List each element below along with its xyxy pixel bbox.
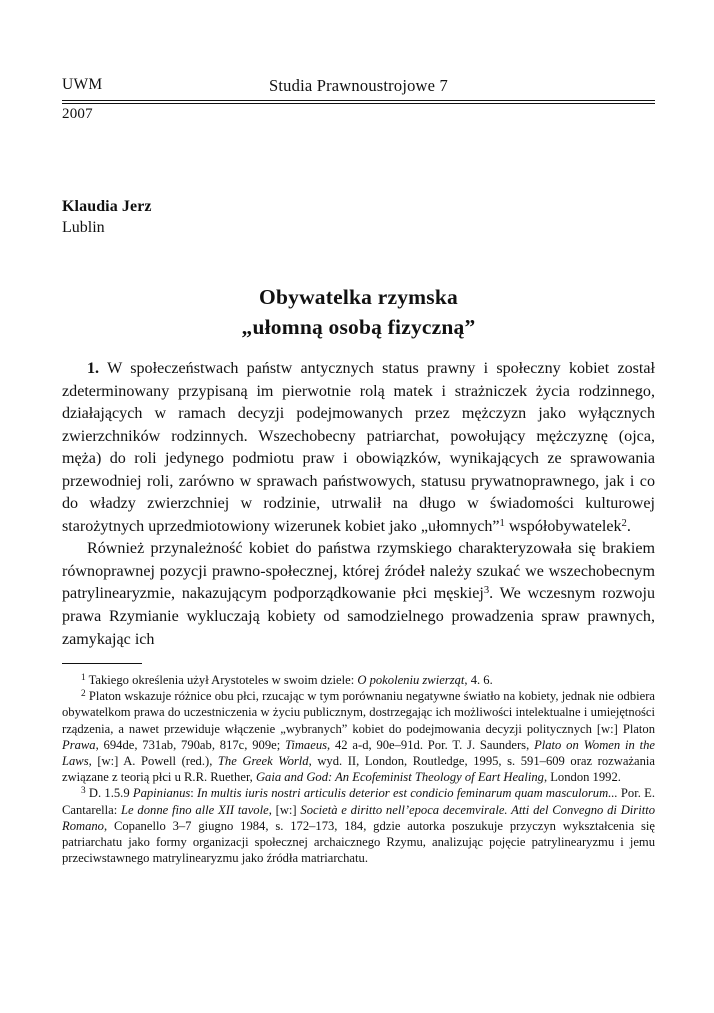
header-double-rule	[62, 100, 655, 104]
footnote-ref-1[interactable]: 1	[499, 518, 505, 530]
footnote-1-text-a: Takiego określenia użył Arystoteles w swoim dziele:	[85, 673, 358, 687]
footnote-2-title-5: Gaia and God: An Ecofeminist Theology of Eart Healing	[255, 770, 544, 785]
footnote-2-text-e: , wyd. II, London, Routledge, 1995, s. 591–609 oraz rozważania związane z teorią płci u R.R. Ruether,	[62, 754, 655, 785]
paragraph-1-text-a: W społeczeństwach państw antycznych status prawny i społeczny kobiet został zdeterminowany przypisaną im pierwotnie rolą matek i strażniczek życia rodzinnego, działających w ramach decyzji podejmowanych przez mężczyzn jako wyłącznych zwierzchników rodzinnych. Wszechobecny patriarchat, powołujący mężczyznę (ojca, męża) do roli jedynego podmiotu praw i obowiązków, wynikających ze sprawowania przewodniej roli, zarówno w sprawach państwowych, statusu prywatnoprawnego, jak i co do władzy zwierzchniej w rodzinie, utrwalił na długo w świadomości kulturowej starożytnych uprzedmiotowiony wizerunek kobiet jako „ułomnych”	[62, 360, 655, 535]
running-head	[62, 76, 655, 98]
footnote-1-marker: 1	[81, 673, 86, 684]
body-paragraph-1	[62, 358, 655, 538]
header-rule-lower	[62, 103, 655, 104]
footnote-2	[62, 688, 655, 785]
header-rule-upper	[62, 100, 655, 101]
footnote-separator-rule	[62, 663, 142, 664]
footnote-2-title-1: Prawa	[62, 737, 96, 752]
footnote-3-title-1: Papinianus	[132, 786, 191, 801]
footnote-3-quote: In multis iuris nostri articulis deterior est condicio feminarum quam masculorum...	[197, 786, 618, 801]
footnote-2-text-b: , 694de, 731ab, 790ab, 817c, 909e;	[95, 737, 286, 752]
footnote-3-text-d: , [w:]	[268, 802, 301, 817]
journal-title: Studia Prawnoustrojowe 7	[269, 76, 448, 95]
paragraph-1-text-b: współobywatelek	[504, 517, 622, 535]
author-affiliation: Lublin	[62, 219, 105, 236]
byline	[62, 196, 655, 238]
footnote-2-title-3: Plato on Women in the Laws,	[62, 737, 656, 769]
footnote-3-marker: 3	[81, 786, 86, 797]
footnote-2-text-a: Platon wskazuje różnice obu płci, rzucając w tym porównaniu negatywne światło na kobiety, jednak nie odbiera obywatelkom prawa do uczestniczenia w życiu publicznym, dostrzegając ich możliwości intelektualne i umiejętności rządzenia, a nawet przewiduje włączenie „wybranych” kobiet do podejmowania decyzji politycznych [w:] Platon	[62, 689, 655, 736]
footnote-2-text-c: , 42 a-d, 90e–91d. Por. T. J. Saunders,	[327, 737, 535, 752]
footnote-1	[62, 672, 655, 688]
institution-abbreviation: UWM	[62, 76, 103, 93]
paragraph-2-text-b: . We wczesnym rozwoju prawa Rzymianie wykluczają kobiety od samodzielnego prowadzenia spraw prawnych, zamykając ich	[62, 585, 655, 648]
footnote-3-title-4: Società e diritto nell’epoca decemvirale. Atti del Convegno di Diritto Romano	[62, 802, 655, 833]
document-page	[62, 0, 655, 1013]
footnote-3-text-b: :	[190, 786, 198, 801]
footnote-2-text-f: , London 1992.	[543, 770, 621, 785]
footnote-2-text-d: [w:] A. Powell (red.),	[91, 754, 218, 769]
article-body	[62, 358, 655, 651]
author-name: Klaudia Jerz	[62, 198, 152, 215]
article-title-line-2: „ułomną osobą fizyczną”	[241, 315, 476, 340]
paragraph-2-text-a: Również przynależność kobiet do państwa rzymskiego charakteryzowała się brakiem równoprawnej pozycji prawno-społecznej, której źródeł należy szukać we wszechobecnym patrylinearyzmie, nakazującym podporządkowanie płci męskiej	[62, 540, 655, 603]
footnote-3-text-e: , Copanello 3–7 giugno 1984, s. 172–173, 184, gdzie autorka poszukuje przyczyn wykształcenia się patriarchatu jako formy organizacji społecznej archaicznego Rzymu, analizując pojęcie patrylinearyzmu i jemu przeciwstawnego matrylinearyzmu jako źródła matriarchatu.	[62, 818, 655, 866]
publication-year: 2007	[62, 106, 93, 122]
footnote-1-title-1: O pokoleniu zwierząt	[357, 673, 465, 687]
section-number: 1.	[87, 360, 100, 377]
body-paragraph-2	[62, 538, 655, 651]
footnote-3-text-c: Por. E. Cantarella:	[62, 786, 655, 817]
footnote-ref-3[interactable]: 3	[483, 585, 490, 597]
footnote-3-title-3: Le donne fino alle XII tavole	[121, 802, 269, 817]
footnote-2-title-2: Timaeus	[285, 737, 328, 752]
footnotes-section	[62, 672, 655, 866]
paragraph-1-text-c: .	[626, 517, 631, 535]
footnote-3	[62, 785, 655, 866]
footnote-2-marker: 2	[81, 689, 86, 700]
footnote-2-title-4: The Greek World	[217, 754, 309, 769]
footnote-3-text-a: D. 1.5.9	[85, 786, 133, 801]
article-title-line-1: Obywatelka rzymska	[259, 285, 458, 310]
footnote-1-text-b: , 4. 6.	[464, 673, 493, 687]
footnote-ref-2[interactable]: 2	[621, 518, 627, 530]
article-title	[62, 282, 655, 342]
